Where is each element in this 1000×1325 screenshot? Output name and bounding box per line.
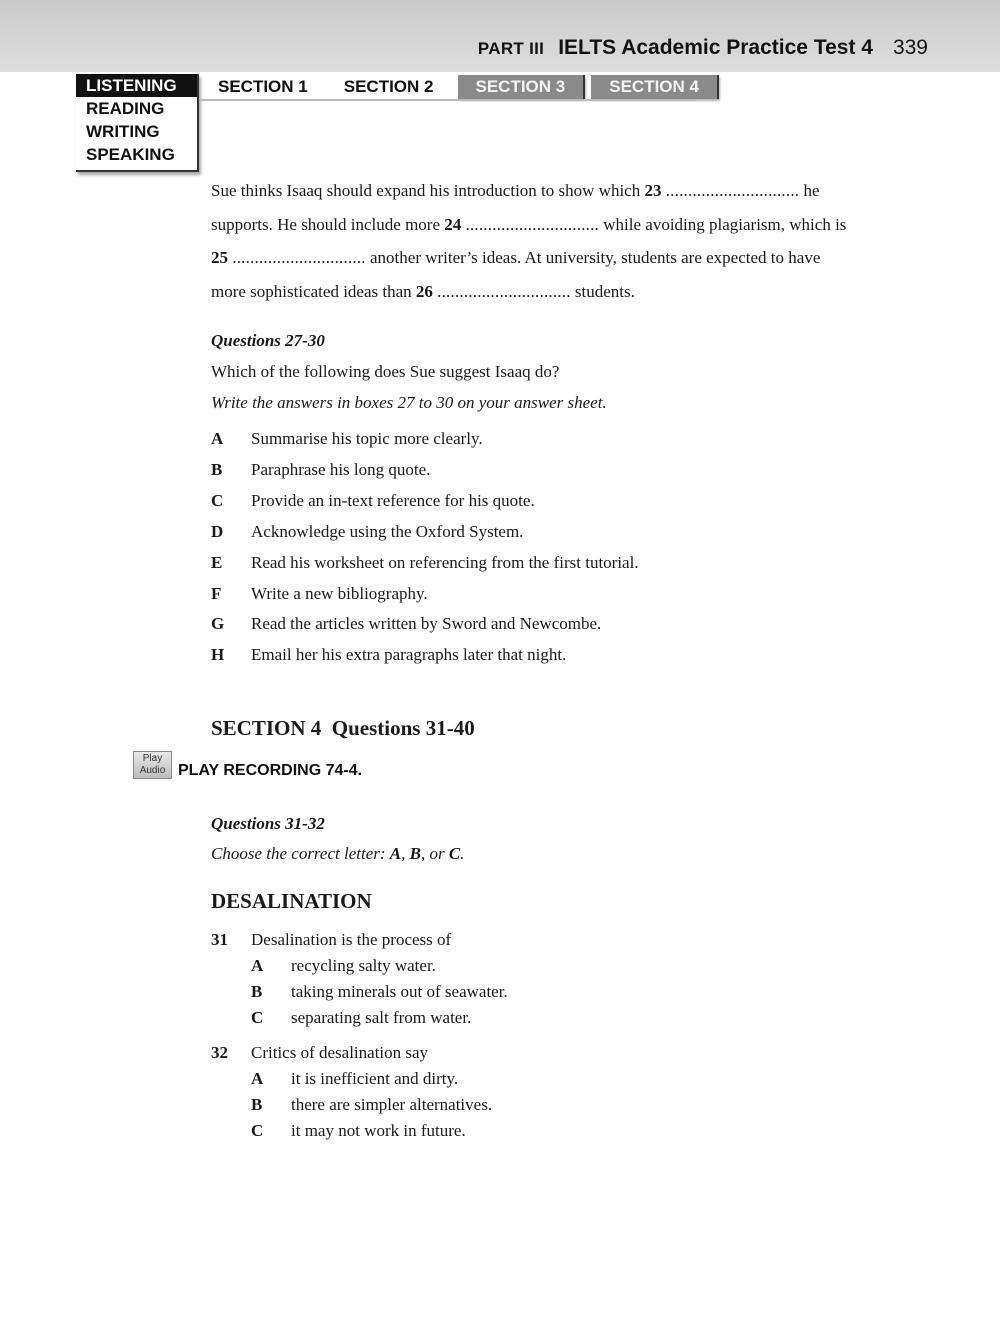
option-b — [211, 460, 430, 480]
tab-section-2[interactable]: SECTION 2 — [343, 77, 434, 96]
tab-section-4[interactable]: SECTION 4 — [591, 75, 719, 99]
question-31 — [211, 930, 451, 950]
question-number: 26 — [415, 281, 433, 301]
text: he — [799, 181, 820, 200]
option-text: Read his worksheet on referencing from the first tutorial. — [251, 553, 639, 572]
option-e — [211, 553, 639, 573]
text: students. — [570, 281, 635, 301]
text: Choose the correct letter: — [211, 844, 390, 863]
answer-blank: .............................. — [437, 281, 571, 301]
section-tabs — [200, 75, 719, 99]
q32-option-b — [251, 1095, 492, 1115]
option-text: Provide an in-text reference for his quote. — [251, 491, 535, 510]
text: another writer’s ideas. At university, students are expected to have — [365, 248, 821, 267]
tab-section-1[interactable]: SECTION 1 — [218, 77, 308, 96]
test-title: IELTS Academic Practice Test 4 — [558, 36, 873, 59]
question-stem: Critics of desalination say — [251, 1043, 429, 1062]
option-text: separating salt from water. — [291, 1008, 472, 1027]
questions-27-30-heading: Questions 27-30 — [211, 331, 325, 350]
text: . — [460, 844, 465, 863]
skill-speaking[interactable]: SPEAKING — [86, 145, 175, 164]
option-letter: E — [211, 553, 223, 572]
page-header — [478, 36, 928, 64]
text: C — [448, 844, 461, 863]
section-4-heading: SECTION 4 Questions 31-40 — [211, 716, 475, 740]
option-text: it may not work in future. — [291, 1121, 466, 1140]
question-number: 23 — [644, 181, 662, 200]
summary-line-3 — [211, 241, 911, 275]
option-text: recycling salty water. — [291, 956, 436, 975]
text: A — [389, 844, 402, 863]
option-g — [211, 614, 601, 634]
option-letter: B — [211, 460, 223, 479]
summary-line-4 — [211, 275, 911, 309]
answer-blank: .............................. — [465, 214, 599, 234]
option-letter: C — [251, 1008, 264, 1027]
text: more sophisticated ideas than — [211, 281, 416, 301]
option-text: Read the articles written by Sword and Newcombe. — [251, 614, 602, 633]
option-text: Write a new bibliography. — [251, 584, 428, 603]
option-letter: B — [251, 982, 263, 1001]
question-number: 32 — [211, 1043, 228, 1062]
text: while avoiding plagiarism, which is — [599, 214, 847, 234]
play-audio-button[interactable] — [133, 751, 172, 779]
text: , or — [420, 844, 449, 863]
tab-section-3[interactable]: SECTION 3 — [458, 75, 586, 99]
option-letter: B — [251, 1095, 263, 1114]
questions-31-32-heading: Questions 31-32 — [211, 814, 325, 833]
questions-27-30-prompt: Which of the following does Sue suggest Isaaq do? — [211, 362, 560, 381]
q31-option-c — [251, 1008, 471, 1028]
option-letter: A — [251, 956, 264, 975]
option-letter: D — [211, 522, 224, 541]
skill-reading[interactable]: READING — [86, 99, 165, 118]
topic-title: DESALINATION — [211, 889, 372, 913]
option-text: there are simpler alternatives. — [291, 1095, 493, 1114]
option-letter: G — [211, 614, 225, 633]
summary-line-2 — [211, 208, 911, 242]
option-letter: A — [211, 429, 224, 448]
question-stem: Desalination is the process of — [251, 930, 452, 949]
question-32 — [211, 1043, 428, 1063]
summary-completion — [211, 174, 911, 308]
option-letter: H — [211, 645, 225, 664]
option-letter: C — [251, 1121, 264, 1140]
play-button-label-top: Play — [142, 753, 163, 764]
option-text: Email her his extra paragraphs later that night. — [251, 645, 567, 664]
summary-line-1 — [211, 174, 911, 208]
skill-listening[interactable]: LISTENING — [76, 74, 197, 97]
skill-writing[interactable]: WRITING — [86, 122, 160, 141]
q31-option-b — [251, 982, 508, 1002]
question-number: 31 — [211, 930, 228, 949]
option-text: Paraphrase his long quote. — [251, 460, 431, 479]
option-d — [211, 522, 523, 542]
text: , — [401, 844, 410, 863]
q32-option-c — [251, 1121, 466, 1141]
q31-option-a — [251, 956, 436, 976]
text: B — [409, 844, 421, 863]
play-recording-label: PLAY RECORDING 74-4. — [178, 762, 363, 779]
option-text: Acknowledge using the Oxford System. — [251, 522, 524, 541]
questions-31-32-instruction — [211, 844, 464, 864]
page-number: 339 — [892, 36, 928, 59]
questions-27-30-instruction: Write the answers in boxes 27 to 30 on your answer sheet. — [211, 393, 607, 412]
question-number: 25 — [211, 248, 228, 267]
text: supports. He should include more — [211, 214, 445, 234]
option-c — [211, 491, 535, 511]
text: Sue thinks Isaaq should expand his introduction to show which — [211, 181, 645, 200]
option-letter: A — [251, 1069, 264, 1088]
q32-option-a — [251, 1069, 458, 1089]
option-letter: F — [211, 584, 222, 603]
answer-blank: .............................. — [232, 248, 366, 267]
skill-menu — [76, 74, 199, 172]
part-label: PART III — [477, 39, 545, 58]
question-number: 24 — [444, 214, 462, 234]
option-h — [211, 645, 566, 665]
answer-blank: .............................. — [665, 181, 800, 200]
tab-divider — [200, 99, 696, 101]
option-text: it is inefficient and dirty. — [291, 1069, 459, 1088]
play-button-label-bottom: Audio — [139, 765, 166, 776]
option-text: taking minerals out of seawater. — [291, 982, 508, 1001]
option-text: Summarise his topic more clearly. — [251, 429, 483, 448]
option-f — [211, 584, 428, 604]
option-a — [211, 429, 483, 449]
option-letter: C — [211, 491, 224, 510]
